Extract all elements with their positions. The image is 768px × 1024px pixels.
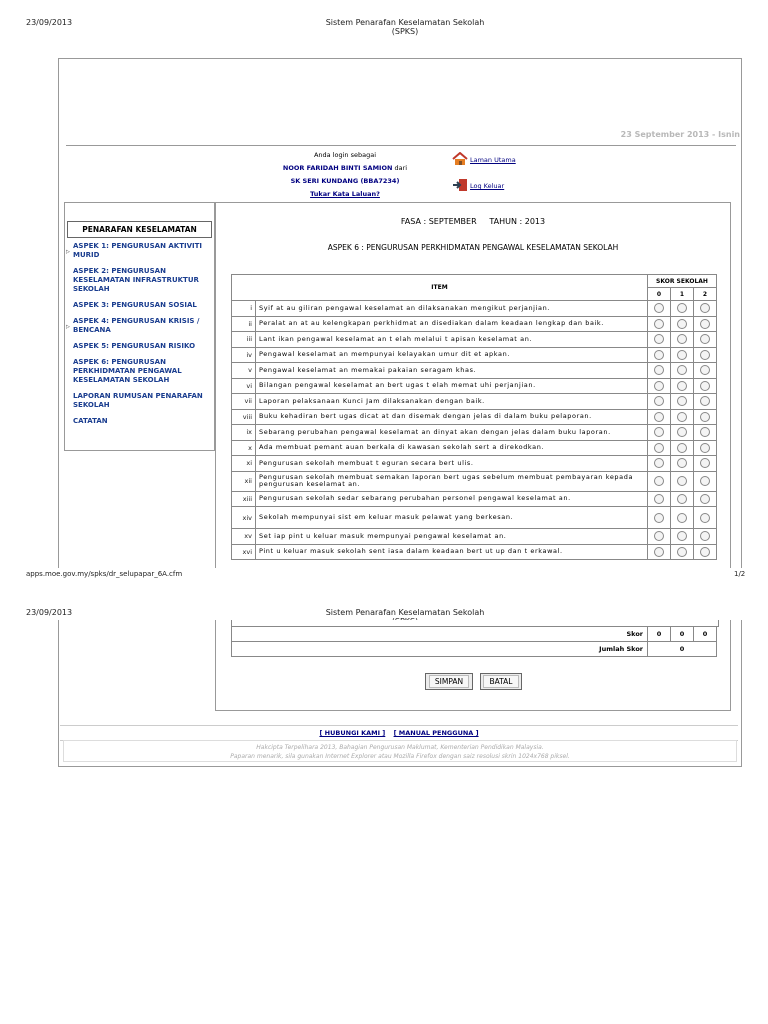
score-cell [694,471,717,491]
row-number: xv [232,529,256,545]
logout-icon [452,178,468,194]
score-radio-1[interactable] [677,443,687,453]
row-number: xi [232,456,256,472]
logout-link[interactable] [452,178,504,194]
sidebar-item-laporan[interactable]: LAPORAN RUMUSAN PENARAFAN SEKOLAH [73,392,203,409]
table-row [232,456,717,472]
row-number: xiii [232,491,256,507]
score-col-1: 1 [671,288,694,301]
score-radio-2[interactable] [700,412,710,422]
score-cell [694,544,717,560]
score-radio-0[interactable] [654,443,664,453]
score-radio-0[interactable] [654,365,664,375]
row-text: Pengurusan sekolah membuat semakan laporan bert ugas sebelum membuat pembayaran kepada pengurusan keselamat an. [256,471,648,491]
row-number: ix [232,425,256,441]
row-number: viii [232,409,256,425]
change-password-link[interactable]: Tukar Kata Laluan? [310,190,380,198]
score-cell [694,491,717,507]
score-cell [694,425,717,441]
score-cell [694,507,717,529]
score-radio-2[interactable] [700,350,710,360]
row-number: vi [232,378,256,394]
save-button[interactable]: SIMPAN [425,673,473,690]
score-cell [694,363,717,379]
row-text: Sekolah mempunyai sist em keluar masuk pelawat yang berkesan. [256,507,648,529]
score-cell [648,332,671,348]
score-cell [648,440,671,456]
sidebar-item-aspek-3[interactable]: ASPEK 3: PENGURUSAN SOSIAL [73,301,197,309]
score-header: SKOR SEKOLAH [648,275,717,288]
score-cell [671,440,694,456]
tahun-label: TAHUN : 2013 [489,217,546,226]
score-cell [648,301,671,317]
score-value-1: 0 [671,627,694,642]
score-cell [694,301,717,317]
score-radio-1[interactable] [677,458,687,468]
score-radio-0[interactable] [654,531,664,541]
sidebar-item-aspek-5[interactable]: ASPEK 5: PENGURUSAN RISIKO [73,342,196,350]
score-summary-table [231,626,717,657]
score-cell [648,529,671,545]
score-cell [648,456,671,472]
score-radio-0[interactable] [654,396,664,406]
table-row [232,471,717,491]
row-number: xvi [232,544,256,560]
score-label: Skor [232,627,648,642]
sidebar-title: PENARAFAN KESELAMATAN [67,221,212,238]
score-radio-0[interactable] [654,319,664,329]
score-cell [671,301,694,317]
score-cell [648,491,671,507]
row-text: Pengurusan sekolah membuat t eguran secara bert ulis. [256,456,648,472]
score-radio-2[interactable] [700,427,710,437]
row-number: ii [232,316,256,332]
sidebar-item-catatan[interactable]: CATATAN [73,417,108,425]
table-row [232,491,717,507]
print-title: Sistem Penarafan Keselamatan Sekolah (SPKS) [325,18,485,36]
table-row [232,347,717,363]
score-radio-2[interactable] [700,303,710,313]
home-link[interactable] [452,152,516,168]
header-divider [66,145,736,146]
score-radio-2[interactable] [700,513,710,523]
score-radio-0[interactable] [654,494,664,504]
score-radio-1[interactable] [677,396,687,406]
score-cell [694,529,717,545]
content-panel-continued [215,620,731,711]
row-text: Buku kehadiran bert ugas dicat at dan disemak dengan jelas di dalam buku pelaporan. [256,409,648,425]
score-radio-2[interactable] [700,396,710,406]
row-number: xiv [232,507,256,529]
row-text: Peralat an at au kelengkapan perkhidmat an disediakan dalam keadaan lengkap dan baik. [256,316,648,332]
score-cell [671,394,694,410]
score-radio-1[interactable] [677,365,687,375]
print-date-page2: 23/09/2013 [26,608,73,617]
row-number: iv [232,347,256,363]
total-value: 0 [648,642,717,657]
score-radio-1[interactable] [677,303,687,313]
table-row [232,301,717,317]
score-cell [671,425,694,441]
score-radio-0[interactable] [654,350,664,360]
score-radio-0[interactable] [654,412,664,422]
score-cell [671,347,694,363]
score-cell [694,378,717,394]
score-cell [648,394,671,410]
score-value-0: 0 [648,627,671,642]
score-cell [671,332,694,348]
score-value-2: 0 [694,627,717,642]
score-cell [671,529,694,545]
score-radio-2[interactable] [700,476,710,486]
score-radio-0[interactable] [654,513,664,523]
row-text: Laporan pelaksanaan Kunci Jam dilaksanakan dengan baik. [256,394,648,410]
copyright [63,740,737,762]
score-radio-1[interactable] [677,381,687,391]
score-radio-0[interactable] [654,381,664,391]
table-row [232,425,717,441]
score-cell [648,363,671,379]
row-text: Pengawal keselamat an mempunyai kelayakan umur dit et apkan. [256,347,648,363]
score-cell [671,378,694,394]
score-radio-1[interactable] [677,412,687,422]
print-url: apps.moe.gov.my/spks/dr_selupapar_6A.cfm [26,570,183,578]
score-cell [694,394,717,410]
row-text: Ada membuat pemant auan berkala di kawasan sekolah sert a direkodkan. [256,440,648,456]
score-cell [694,347,717,363]
score-cell [694,332,717,348]
home-link-label[interactable]: Laman Utama [470,156,516,164]
sidebar-item-aspek-6[interactable]: ASPEK 6: PENGURUSAN PERKHIDMATAN PENGAWAL KESELAMATAN SEKOLAH [73,358,182,384]
total-label: Jumlah Skor [232,642,648,657]
score-cell [648,347,671,363]
score-radio-2[interactable] [700,494,710,504]
table-row [232,440,717,456]
row-number: vii [232,394,256,410]
logout-link-label[interactable]: Log Keluar [470,182,505,190]
table-row [232,507,717,529]
score-radio-1[interactable] [677,476,687,486]
print-title-page2: Sistem Penarafan Keselamatan Sekolah [325,608,485,617]
score-cell [671,507,694,529]
row-number: iii [232,332,256,348]
arrow-right-icon: ▷ [66,324,70,330]
score-cell [648,425,671,441]
home-icon [452,152,468,168]
score-radio-1[interactable] [677,547,687,557]
score-radio-2[interactable] [700,381,710,391]
score-radio-2[interactable] [700,547,710,557]
content-panel [215,202,731,568]
score-radio-2[interactable] [700,319,710,329]
fasa-line [216,217,730,226]
row-text: Syif at au giliran pengawal keselamat an dilaksanakan mengikut perjanjian. [256,301,648,317]
score-cell [648,409,671,425]
score-cell [648,316,671,332]
login-from: dari [394,164,408,172]
sidebar-item-aspek-2[interactable]: ASPEK 2: PENGURUSAN KESELAMATAN INFRASTRUKTUR SEKOLAH [73,267,199,293]
score-cell [671,363,694,379]
score-cell [671,491,694,507]
copyright-line-1: Hakcipta Terpelihara 2013, Bahagian Pengurusan Maklumat, Kementerian Pendidikan Malaysia. [256,744,544,751]
table-row [232,544,717,560]
table-row [232,529,717,545]
score-cell [671,544,694,560]
row-text: Pint u keluar masuk sekolah sent iasa dalam keadaan bert ut up dan t erkawal. [256,544,648,560]
score-radio-2[interactable] [700,458,710,468]
row-text: Pengurusan sekolah sedar sebarang perubahan personel pengawal keselamat an. [256,491,648,507]
login-school: SK SERI KUNDANG (BBA7234) [290,177,400,185]
sidebar-item-aspek-4[interactable]: ▷ ASPEK 4: PENGURUSAN KRISIS / BENCANA [66,317,200,334]
score-cell [671,471,694,491]
score-radio-0[interactable] [654,303,664,313]
row-number: xii [232,471,256,491]
banner-date: 23 September 2013 - Isnin [620,130,740,139]
table-row [232,363,717,379]
score-radio-0[interactable] [654,547,664,557]
table-row [232,378,717,394]
row-text: Bilangan pengawal keselamat an bert ugas t elah memat uhi perjanjian. [256,378,648,394]
print-date: 23/09/2013 [26,18,73,27]
score-cell [694,316,717,332]
row-text: Sebarang perubahan pengawal keselamat an dinyat akan dengan jelas dalam buku laporan. [256,425,648,441]
score-radio-1[interactable] [677,350,687,360]
score-cell [671,316,694,332]
score-cell [671,456,694,472]
score-col-0: 0 [648,288,671,301]
row-text: Lant ikan pengawal keselamat an t elah melalui t apisan keselamat an. [256,332,648,348]
score-radio-1[interactable] [677,494,687,504]
score-cell [648,507,671,529]
assessment-table [231,274,717,560]
row-number: i [232,301,256,317]
score-radio-1[interactable] [677,427,687,437]
score-cell [648,544,671,560]
aspect-title: ASPEK 6 : PENGURUSAN PERKHIDMATAN PENGAWAL KESELAMATAN SEKOLAH [327,243,619,252]
row-text: Pengawal keselamat an memakai pakaian seragam khas. [256,363,648,379]
score-radio-2[interactable] [700,531,710,541]
arrow-right-icon: ▷ [66,249,70,255]
sidebar [64,202,215,451]
table-body [232,301,717,560]
score-radio-0[interactable] [654,427,664,437]
cancel-button[interactable]: BATAL [480,673,522,690]
manual-link[interactable]: [ MANUAL PENGGUNA ] [393,729,479,737]
score-col-2: 2 [694,288,717,301]
login-name: NOOR FARIDAH BINTI SAMION [282,164,393,172]
score-cell [694,456,717,472]
score-cell [648,471,671,491]
footer-links [60,725,738,741]
table-row [232,316,717,332]
sidebar-item-aspek-1[interactable]: ▷ ASPEK 1: PENGURUSAN AKTIVITI MURID [66,242,202,259]
score-radio-0[interactable] [654,476,664,486]
score-radio-1[interactable] [677,513,687,523]
item-header: ITEM [232,275,648,301]
score-radio-2[interactable] [700,334,710,344]
contact-link[interactable]: [ HUBUNGI KAMI ] [319,729,386,737]
login-label: Anda login sebagai [313,151,377,159]
login-info [250,149,440,201]
row-number: x [232,440,256,456]
score-radio-1[interactable] [677,319,687,329]
score-radio-0[interactable] [654,458,664,468]
row-number: v [232,363,256,379]
score-cell [648,378,671,394]
score-radio-0[interactable] [654,334,664,344]
score-radio-2[interactable] [700,443,710,453]
table-row [232,332,717,348]
table-row [232,409,717,425]
score-radio-1[interactable] [677,334,687,344]
score-cell [694,440,717,456]
fasa-label: FASA : SEPTEMBER [400,217,477,226]
copyright-line-2: Paparan menarik, sila gunakan Internet Explorer atau Mozilla Firefox dengan saiz resolusi skrin 1024x768 piksel. [230,753,570,760]
table-row [232,394,717,410]
score-cell [671,409,694,425]
score-cell [694,409,717,425]
score-radio-1[interactable] [677,531,687,541]
print-page-number: 1/2 [734,570,746,578]
row-text: Set iap pint u keluar masuk mempunyai pengawal keselamat an. [256,529,648,545]
score-radio-2[interactable] [700,365,710,375]
